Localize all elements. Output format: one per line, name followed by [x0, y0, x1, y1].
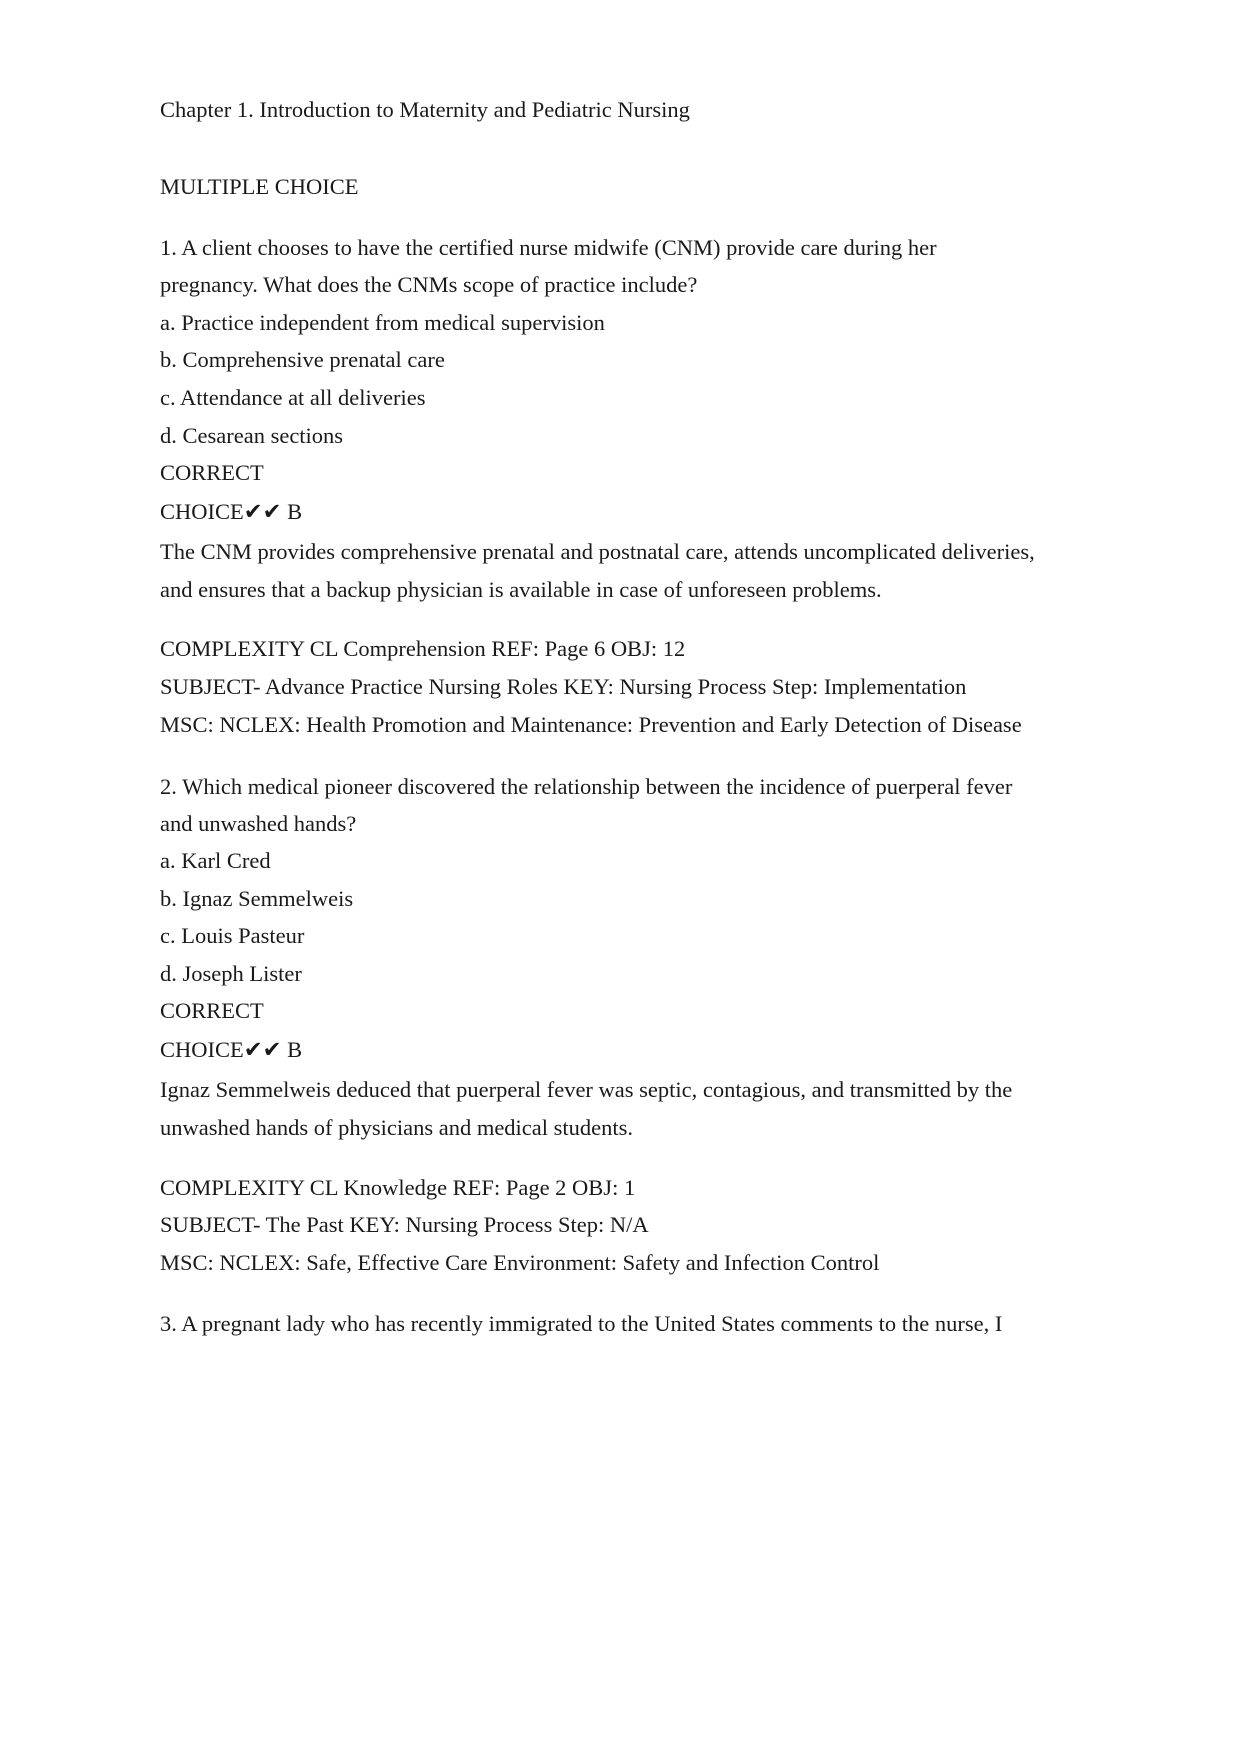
question-2-correct-label: CORRECT [160, 998, 264, 1023]
question-1-stem-line-1: 1. A client chooses to have the certified nurse midwife (CNM) provide care during her [160, 235, 937, 260]
question-2-rationale-line-1: Ignaz Semmelweis deduced that puerperal fever was septic, contagious, and transmitted by the [160, 1077, 1013, 1102]
question-2-option-d: d. Joseph Lister [160, 961, 302, 986]
question-1-option-d: d. Cesarean sections [160, 423, 344, 448]
question-1-stem-line-2: pregnancy. What does the CNMs scope of practice include? [160, 272, 698, 297]
section-heading: MULTIPLE CHOICE [160, 174, 359, 199]
question-2-msc: MSC: NCLEX: Safe, Effective Care Environment: Safety and Infection Control [160, 1250, 880, 1275]
question-2-rationale-line-2: unwashed hands of physicians and medical students. [160, 1115, 634, 1140]
question-1-subject: SUBJECT- Advance Practice Nursing Roles KEY: Nursing Process Step: Implementation [160, 674, 967, 699]
question-2-option-c: c. Louis Pasteur [160, 923, 305, 948]
question-2-option-a: a. Karl Cred [160, 848, 271, 873]
question-3-stem-line-1: 3. A pregnant lady who has recently immigrated to the United States comments to the nurse, I [160, 1311, 1003, 1336]
question-2-stem-line-2: and unwashed hands? [160, 811, 357, 836]
question-1-rationale-line-1: The CNM provides comprehensive prenatal and postnatal care, attends uncomplicated deliveries, [160, 539, 1035, 564]
question-1-choice: CHOICE✔✔ B [160, 499, 303, 524]
question-2-complexity: COMPLEXITY CL Knowledge REF: Page 2 OBJ: 1 [160, 1175, 636, 1200]
question-1-option-a: a. Practice independent from medical supervision [160, 310, 605, 335]
question-1-rationale-line-2: and ensures that a backup physician is available in case of unforeseen problems. [160, 577, 882, 602]
question-2-option-b: b. Ignaz Semmelweis [160, 886, 354, 911]
question-2-stem-line-1: 2. Which medical pioneer discovered the relationship between the incidence of puerperal fever [160, 774, 1013, 799]
question-2-choice: CHOICE✔✔ B [160, 1037, 303, 1062]
question-1-msc: MSC: NCLEX: Health Promotion and Maintenance: Prevention and Early Detection of Disease [160, 712, 1022, 737]
question-1-correct-label: CORRECT [160, 460, 264, 485]
question-1-option-c: c. Attendance at all deliveries [160, 385, 426, 410]
question-2-subject: SUBJECT- The Past KEY: Nursing Process Step: N/A [160, 1212, 649, 1237]
question-1-option-b: b. Comprehensive prenatal care [160, 347, 445, 372]
question-1-complexity: COMPLEXITY CL Comprehension REF: Page 6 OBJ: 12 [160, 636, 686, 661]
chapter-title: Chapter 1. Introduction to Maternity and Pediatric Nursing [160, 97, 690, 122]
